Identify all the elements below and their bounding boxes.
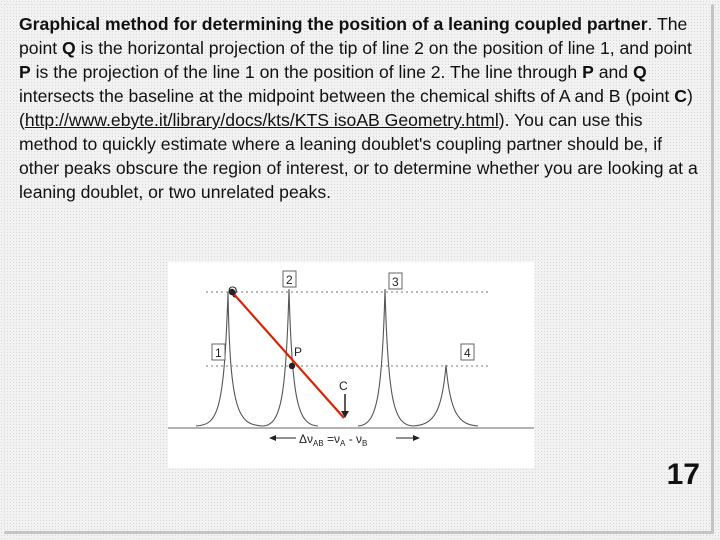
point-q-ref: Q — [632, 62, 647, 82]
description-paragraph — [19, 12, 705, 204]
label-c: C — [339, 379, 348, 393]
text-segment: is the horizontal projection of the tip of line 2 on the position of line 1, and point — [75, 38, 692, 58]
point-p-ref: P — [19, 62, 31, 82]
delta-equation: $\Delta\nu_{AB} =\nu_A - \nu_B$ — [299, 432, 368, 448]
page-number: 17 — [666, 458, 700, 491]
point-q-ref: Q — [62, 38, 76, 58]
text-segment: ). You can use this method to quickly estimate where a leaning doublet's coupling partner should be, if other peaks obscure the region of interest, or to determine whether you are looking at a leaning doublet, or two unrelated peaks. — [19, 110, 698, 202]
text-segment: . The point — [19, 14, 688, 58]
line-3-label: 3 — [392, 275, 399, 289]
leaning-doublet-diagram — [168, 262, 534, 468]
line-2-label: 2 — [286, 273, 293, 287]
text-segment: and — [593, 62, 633, 82]
point-p-dot — [289, 363, 295, 369]
text-segment: intersects the baseline at the midpoint between the chemical shifts of A and B (point — [19, 86, 675, 106]
delta-arrow-left-head — [269, 435, 276, 441]
peak-1 — [196, 292, 263, 426]
text-segment: is the projection of the line 1 on the position of line 2. The line through — [30, 62, 583, 82]
label-p: P — [294, 345, 303, 359]
point-p-ref: P — [582, 62, 594, 82]
line-4-label: 4 — [464, 346, 471, 360]
text-segment: ) ( — [19, 86, 693, 130]
peak-3 — [358, 289, 413, 426]
label-q: Q — [228, 284, 238, 298]
point-c-ref: C — [674, 86, 687, 106]
diagram-svg — [168, 262, 534, 468]
paragraph-title: Graphical method for determining the position of a leaning coupled partner — [19, 14, 648, 34]
delta-arrow-right-head — [413, 435, 420, 441]
reference-link[interactable]: http://www.ebyte.it/library/docs/kts/KTS isoAB Geometry.html — [24, 110, 499, 130]
line-1-label: 1 — [215, 346, 222, 360]
peak-4 — [413, 365, 478, 426]
